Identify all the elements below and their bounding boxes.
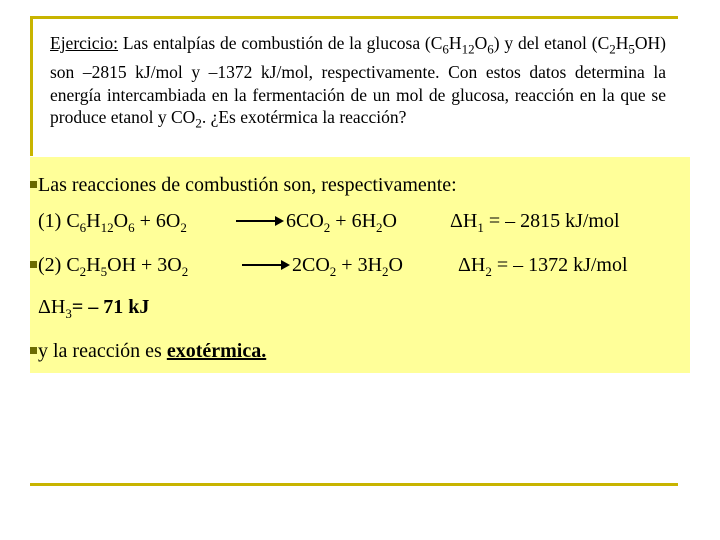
reaction-arrow-icon xyxy=(236,220,276,222)
intro-line: Las reacciones de combustión son, respectivamente: xyxy=(30,173,457,197)
decorative-bottom-line xyxy=(30,483,678,486)
eq2-reactants: (2) $C_2H_5OH + 3O_2$ xyxy=(30,253,188,284)
bullet-icon xyxy=(30,261,37,268)
equation-2 xyxy=(30,253,688,279)
eq2-products: $2CO_2 + 3H_2O$ xyxy=(292,254,403,279)
eq2-enthalpy: $\Delta H_2$ = – 1372 kJ/mol xyxy=(458,254,628,279)
eq1-products: $6CO_2 + 6H_2O$ xyxy=(286,210,397,235)
solution-panel xyxy=(30,157,690,373)
conclusion-line: y la reacción es exotérmica. xyxy=(30,339,266,363)
decorative-top-line xyxy=(30,16,678,19)
exercise-statement: Ejercicio: Las entalpías de combustión de la glucosa $(C_6H_{12}O_6)$ y del etanol $(C_2H_5OH)$ son –2815 kJ/mol y –1372 kJ/mol, respectivamente. Con estos datos determina la energía intercambiada en la fermentación de un mol de glucosa, reacción en la que se produce etanol y $CO_2$. ¿Es exotérmica la reacción? xyxy=(50,33,666,131)
result-line: $\Delta H_3= - 71$ kJ xyxy=(38,296,150,321)
eq1-reactants: (1) $C_6H_{12}O_6 + 6O_2$ xyxy=(38,210,187,235)
bullet-icon xyxy=(30,347,37,354)
bullet-icon xyxy=(30,181,37,188)
eq1-enthalpy: $\Delta H_1$ = – 2815 kJ/mol xyxy=(450,210,620,235)
reaction-arrow-icon xyxy=(242,264,282,266)
decorative-vertical-line xyxy=(30,16,33,156)
exercise-label: Ejercicio: xyxy=(50,33,119,53)
equation-1 xyxy=(38,209,688,235)
